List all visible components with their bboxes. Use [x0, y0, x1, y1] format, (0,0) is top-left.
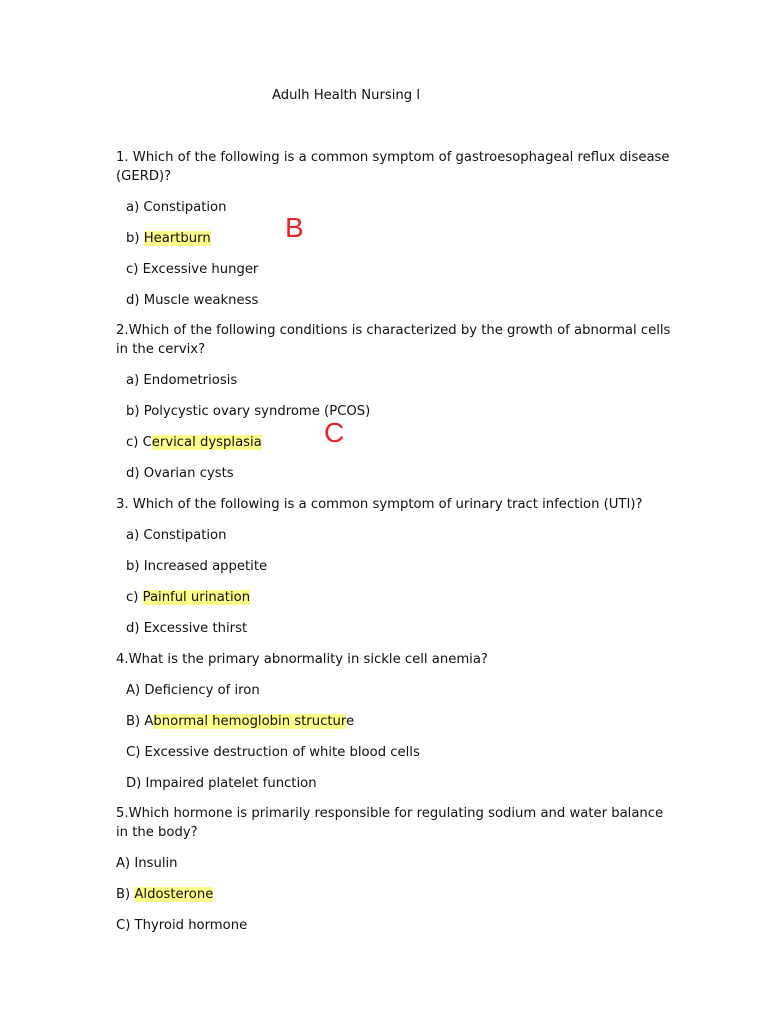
- question-4-option-d: D) Impaired platelet function: [126, 776, 317, 791]
- question-3-option-b: b) Increased appetite: [126, 559, 268, 574]
- answer-highlight: Aldosterone: [134, 887, 214, 902]
- question-4-option-a: A) Deficiency of iron: [126, 683, 260, 698]
- question-2-option-d: d) Ovarian cysts: [126, 466, 234, 481]
- document-title: Adulh Health Nursing l: [272, 88, 420, 103]
- question-1-option-d: d) Muscle weakness: [126, 293, 259, 308]
- question-1-option-a: a) Constipation: [126, 200, 227, 215]
- question-3-option-c: c) Painful urination: [126, 590, 251, 605]
- question-4-option-b: B) Abnormal hemoglobin structure: [126, 714, 355, 729]
- question-5-option-b: B) Aldosterone: [116, 887, 214, 902]
- question-3-option-a: a) Constipation: [126, 528, 227, 543]
- question-2-text: 2.Which of the following conditions is characterized by the growth of abnormal cells in the cervix?: [116, 323, 671, 357]
- answer-highlight: Painful urination: [142, 590, 251, 605]
- handwritten-answer-mark-1: B: [285, 212, 304, 243]
- question-2-option-c: c) Cervical dysplasia: [126, 435, 262, 450]
- question-2-option-a: a) Endometriosis: [126, 373, 238, 388]
- question-2-option-b: b) Polycystic ovary syndrome (PCOS): [126, 404, 371, 419]
- answer-highlight: bnormal hemoglobin structur: [153, 714, 346, 729]
- question-1-option-b: b) Heartburn: [126, 231, 211, 246]
- question-3-option-d: d) Excessive thirst: [126, 621, 248, 636]
- question-4-option-c: C) Excessive destruction of white blood cells: [126, 745, 420, 760]
- question-5-text: 5.Which hormone is primarily responsible for regulating sodium and water balance in the body?: [116, 806, 664, 840]
- question-3-text: 3. Which of the following is a common symptom of urinary tract infection (UTI)?: [116, 497, 643, 512]
- answer-highlight: ervical dysplasia: [151, 435, 262, 450]
- handwritten-answer-mark-2: C: [324, 417, 345, 448]
- question-5-option-a: A) Insulin: [116, 856, 178, 871]
- answer-highlight: Heartburn: [143, 231, 211, 246]
- question-1-text: 1. Which of the following is a common symptom of gastroesophageal reflux disease (GERD)?: [116, 150, 670, 184]
- question-1-option-c: c) Excessive hunger: [126, 262, 259, 277]
- question-5-option-c: C) Thyroid hormone: [116, 918, 248, 933]
- question-4-text: 4.What is the primary abnormality in sickle cell anemia?: [116, 652, 488, 667]
